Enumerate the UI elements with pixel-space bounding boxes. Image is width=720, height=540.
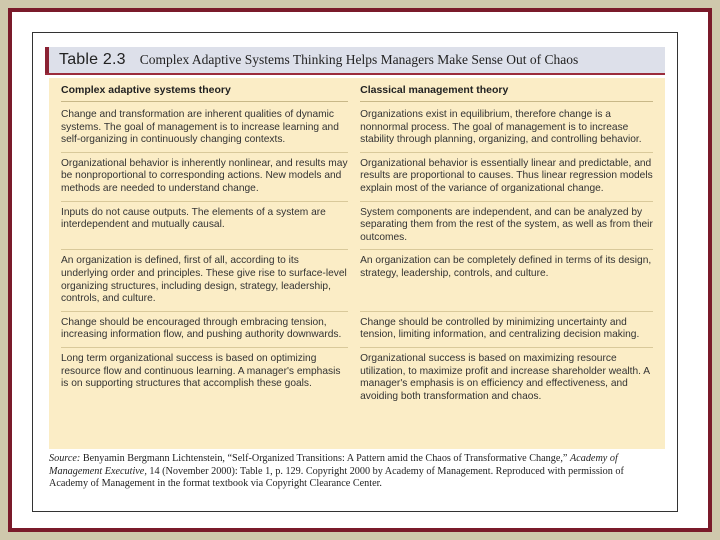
column-header-complex: Complex adaptive systems theory	[61, 84, 348, 102]
source-journal: Academy of Management Executive,	[49, 453, 618, 477]
cell-complex: An organization is defined, first of all, according to its underlying order and principles. These give rise to surface-level organizing structures, including design, strategy, leadership, controls, and culture.	[61, 255, 348, 311]
table-row	[61, 353, 653, 408]
comparison-table	[49, 78, 665, 449]
cell-complex: Inputs do not cause outputs. The elements of a system are interdependent and mutually causal.	[61, 207, 348, 251]
table-row	[61, 317, 653, 348]
source-text-a: Benyamin Bergmann Lichtenstein, “Self-Organized Transitions: A Pattern amid the Chaos of Transformative Change,”	[82, 453, 570, 464]
source-note	[49, 453, 661, 491]
cell-classical: System components are independent, and can be analyzed by separating them from the rest of the system, as well as from their outcomes.	[360, 207, 653, 251]
cell-complex: Organizational behavior is inherently nonlinear, and results may be nonproportional to corresponding actions. New models and methods are needed to understand change.	[61, 158, 348, 202]
cell-complex: Change should be encouraged through embracing tension, increasing information flow, and pushing authority downwards.	[61, 317, 348, 348]
cell-classical: Change should be controlled by minimizing uncertainty and tension, limiting information, and centralizing decision making.	[360, 317, 653, 348]
source-text-b: 14 (November 2000): Table 1, p. 129. Copyright 2000 by Academy of Management. Reproduced with permission of Academy of Management in the format textbook via Copyright Clearance Center.	[49, 465, 624, 490]
slide-frame	[8, 8, 712, 532]
table-row	[61, 255, 653, 311]
cell-complex: Long term organizational success is based on optimizing resource flow and continuous learning. A manager's emphasis is on supporting structures that accomplish these goals.	[61, 352, 341, 390]
table-title: Complex Adaptive Systems Thinking Helps Managers Make Sense Out of Chaos	[139, 52, 579, 67]
table-title-bar	[45, 47, 665, 73]
table-row	[61, 207, 653, 251]
table-number: Table 2.3	[59, 51, 126, 68]
cell-classical: An organization can be completely defined in terms of its design, strategy, leadership, controls, and culture.	[360, 255, 653, 311]
table-row	[61, 109, 653, 153]
table-row	[61, 158, 653, 202]
table-header-row	[61, 84, 653, 102]
cell-complex: Change and transformation are inherent qualities of dynamic systems. The goal of management is to increase learning and self-organizing in continuously changing contexts.	[61, 109, 348, 153]
cell-classical: Organizations exist in equilibrium, therefore change is a nonnormal process. The goal of management is to increase stability through planning, organizing, and controlling behavior.	[360, 109, 653, 153]
cell-classical: Organizational success is based on maximizing resource utilization, to maximize profit and increase shareholder wealth. A manager's emphasis is on efficiency and effectiveness, and avoiding both transformation and chaos.	[360, 352, 650, 402]
slide-page	[32, 32, 678, 512]
column-header-classical: Classical management theory	[360, 84, 653, 102]
source-label: Source:	[49, 453, 81, 464]
cell-classical: Organizational behavior is essentially linear and predictable, and results are proportional to causes. Thus linear regression models explain most of the variance of organizational change.	[360, 158, 653, 202]
title-rule	[45, 73, 665, 75]
